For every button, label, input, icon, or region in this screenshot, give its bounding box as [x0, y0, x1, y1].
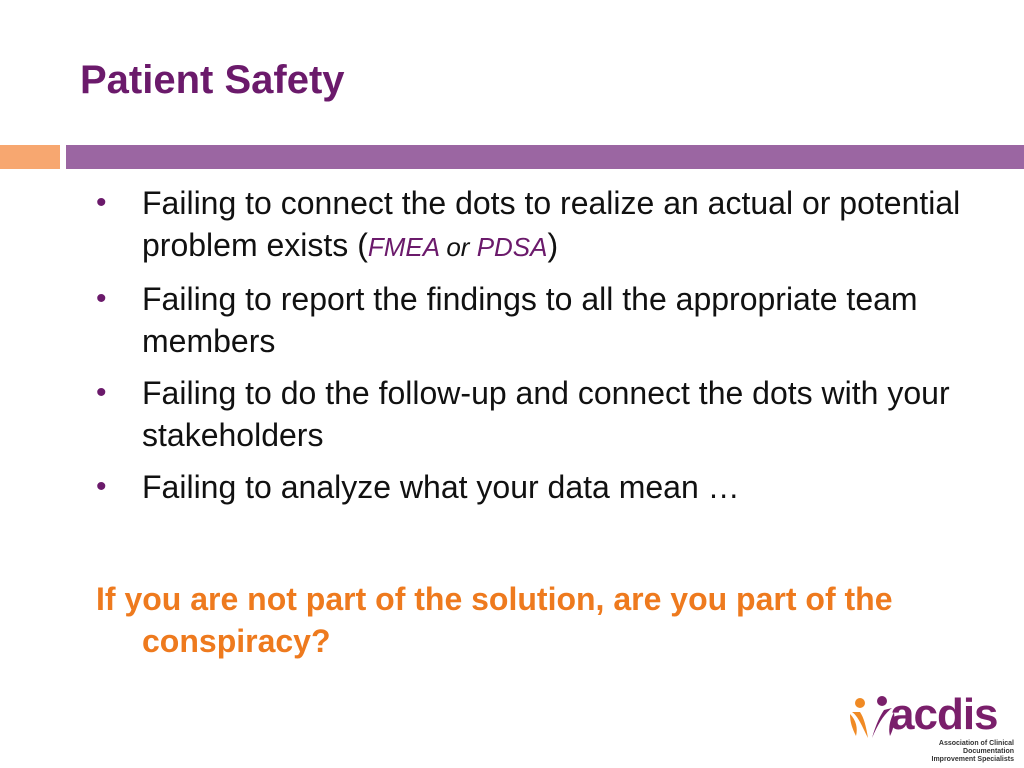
bullet-text: Failing to do the follow-up and connect the dots with your stakeholders: [142, 375, 950, 453]
slide-title: Patient Safety: [80, 58, 345, 102]
bullet-pdsa: PDSA: [476, 232, 548, 262]
bullet-icon: •: [96, 376, 107, 409]
people-figures-icon: [848, 694, 896, 740]
bullet-list: [96, 182, 976, 518]
bullet-text: Failing to connect the dots to realize an actual or potential problem exists (: [142, 185, 961, 263]
accent-bar-orange: [0, 145, 60, 169]
bullet-text: Failing to analyze what your data mean …: [142, 469, 740, 505]
bullet-item: [96, 278, 976, 362]
bullet-tail: ): [547, 227, 559, 263]
accent-bar-purple: [66, 145, 1024, 169]
bullet-text: Failing to report the findings to all the appropriate team members: [142, 281, 918, 359]
bullet-fmea: FMEA: [367, 232, 440, 262]
bullet-item: [96, 182, 976, 268]
bullet-icon: •: [96, 186, 107, 219]
bullet-item: [96, 372, 976, 456]
logo-subtitle-line2: Improvement Specialists: [931, 756, 1014, 763]
bullet-icon: •: [96, 282, 107, 315]
closing-question: If you are not part of the solution, are you part of the conspiracy?: [96, 581, 893, 659]
bullet-or: or: [439, 232, 477, 262]
bullet-item: [96, 466, 976, 508]
bullet-icon: •: [96, 470, 107, 503]
logo-subtitle: [896, 740, 1014, 764]
acdis-logo: [848, 690, 1018, 763]
logo-subtitle-line1: Association of Clinical Documentation: [938, 740, 1014, 755]
logo-wordmark: acdis: [890, 690, 998, 739]
